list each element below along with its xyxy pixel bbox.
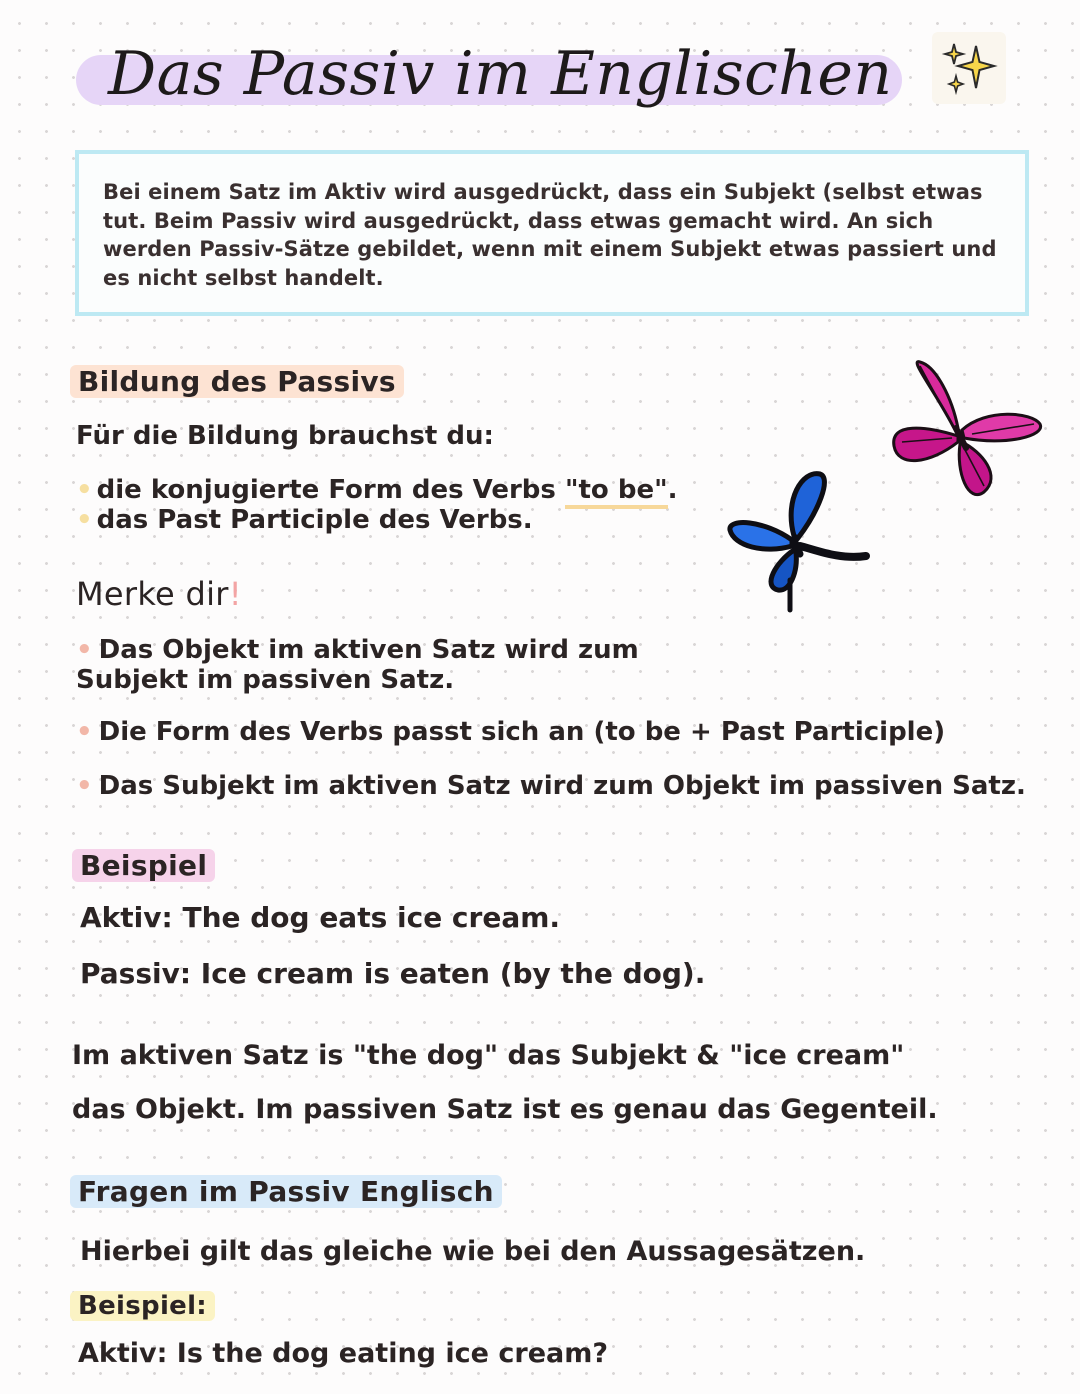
- section-heading-fragen: Fragen im Passiv Englisch: [70, 1172, 502, 1212]
- bullet-dot: •: [76, 505, 93, 535]
- section-heading-bildung: Bildung des Passivs: [70, 362, 404, 402]
- intro-text: Bei einem Satz im Aktiv wird ausgedrückt, dass ein Subjekt (selbst etwas tut. Beim Passiv wird ausgedrückt, dass etwas gemacht wird. An sich werden Passiv-Sätze gebildet, wenn mit einem Subjekt etwas passiert und es nicht selbst handelt.: [103, 180, 997, 290]
- merke-point-1-line-1: • Das Objekt im aktiven Satz wird zum: [76, 635, 639, 665]
- fragen-aktiv: Aktiv: Is the dog eating ice cream?: [78, 1338, 609, 1369]
- bildung-bullet-1: • die konjugierte Form des Verbs "to be".: [76, 472, 678, 508]
- bullet-dot: •: [76, 717, 93, 747]
- erklaerung-line-1: Im aktiven Satz is "the dog" das Subjekt & "ice cream": [72, 1040, 905, 1071]
- fragen-text: Hierbei gilt das gleiche wie bei den Aussagesätzen.: [80, 1236, 866, 1267]
- bildung-lead: Für die Bildung brauchst du:: [76, 421, 494, 451]
- bullet-dot: •: [76, 635, 93, 665]
- page-title: Das Passiv im Englischen: [108, 39, 893, 109]
- beispiel-aktiv: Aktiv: The dog eats ice cream.: [80, 901, 561, 934]
- section-heading-merke: Merke dir!: [76, 575, 242, 613]
- sparkles-icon: [932, 32, 1006, 104]
- beispiel-passiv: Passiv: Ice cream is eaten (by the dog).: [80, 957, 706, 990]
- merke-point-2: • Die Form des Verbs passt sich an (to be + Past Participle): [76, 717, 946, 747]
- bildung-bullet-2: • das Past Participle des Verbs.: [76, 505, 533, 535]
- erklaerung-line-2: das Objekt. Im passiven Satz ist es genau das Gegenteil.: [72, 1094, 938, 1125]
- fragen-beispiel-label: Beispiel:: [70, 1286, 215, 1326]
- bullet-dot: •: [76, 475, 93, 505]
- merke-point-1-line-2: Subjekt im passiven Satz.: [76, 665, 455, 695]
- merke-point-3: • Das Subjekt im aktiven Satz wird zum Objekt im passiven Satz.: [76, 771, 1026, 801]
- pink-butterfly-icon: [886, 352, 1046, 504]
- section-heading-beispiel: Beispiel: [72, 846, 215, 886]
- blue-butterfly-icon: [724, 470, 874, 614]
- bullet-dot: •: [76, 771, 93, 801]
- intro-box: [75, 150, 1029, 316]
